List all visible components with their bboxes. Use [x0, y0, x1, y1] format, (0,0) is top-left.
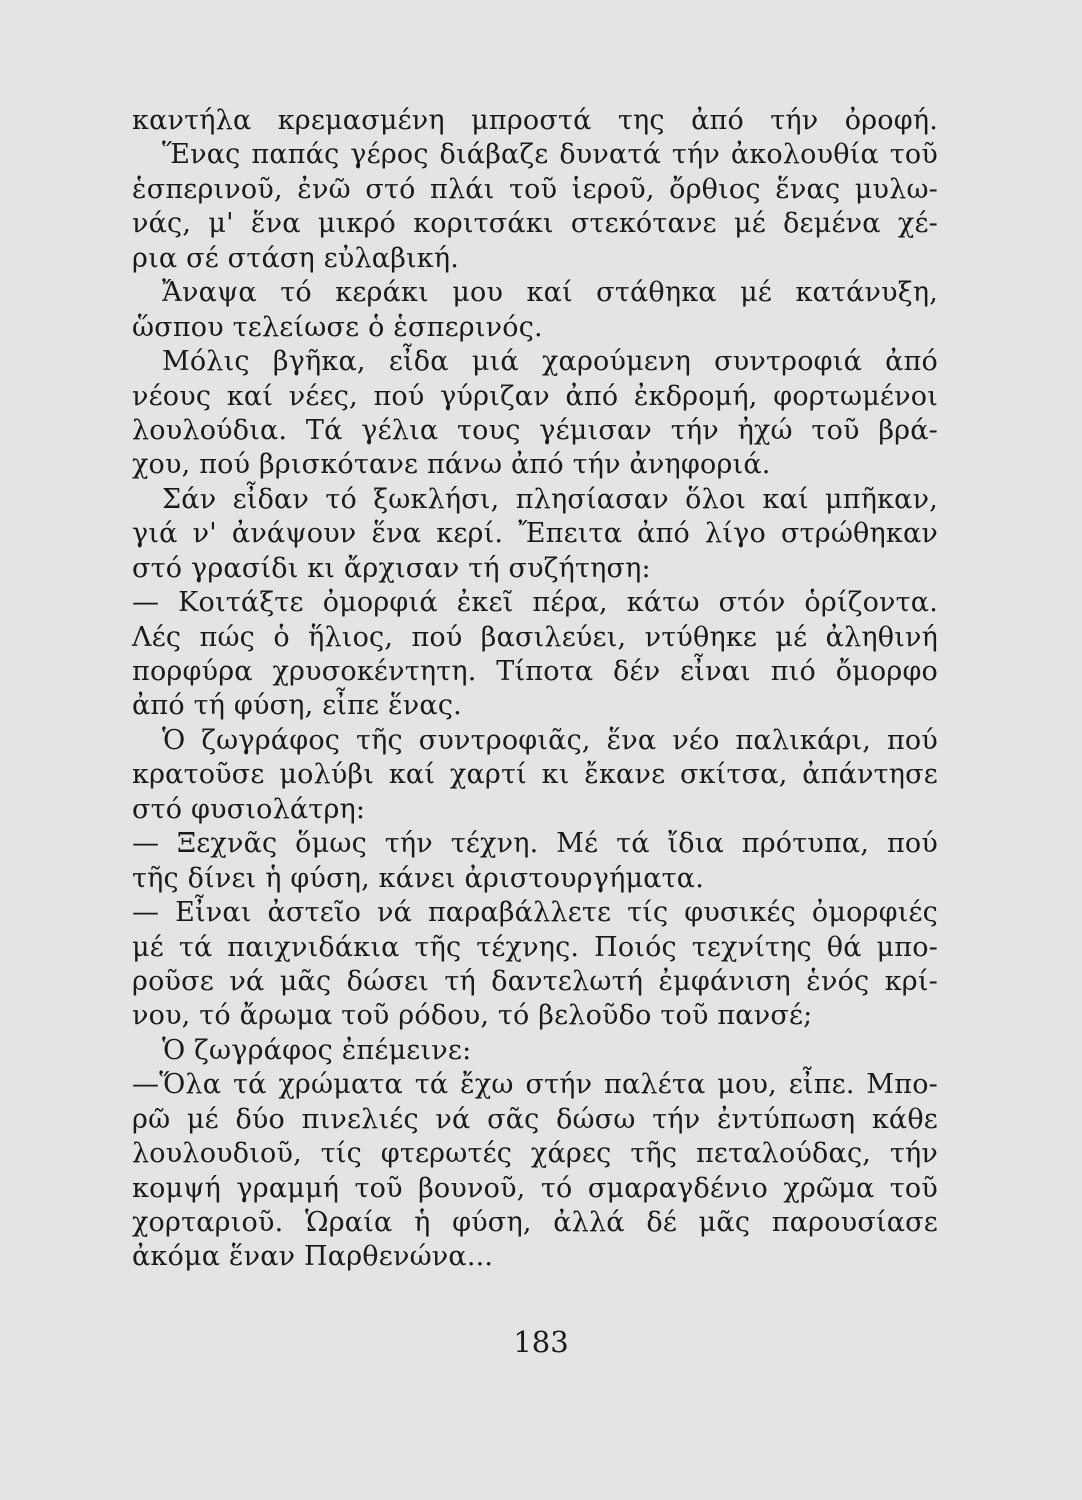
text-line: χορταριοῦ. Ὡραία ἡ φύση, ἀλλά δέ μᾶς παρουσίασε: [132, 1207, 938, 1238]
text-line: κρατοῦσε μολύβι καί χαρτί κι ἔκανε σκίτσα, ἀπάντησε: [132, 759, 938, 791]
text-line: γιά ν' ἀνάψουν ἕνα κερί. Ἔπειτα ἀπό λίγο στρώθηκαν: [132, 518, 938, 550]
text-line: ὥσπου τελείωσε ὁ ἑσπερινός.: [132, 311, 543, 343]
body-text: [132, 104, 938, 1275]
text-line: μέ τά παιχνιδάκια τῆς τέχνης. Ποιός τεχνίτης θά μπο-: [132, 931, 938, 963]
text-line: λουλούδια. Τά γέλια τους γέμισαν τήν ἠχώ τοῦ βρά-: [132, 414, 938, 446]
text-line: χου, πού βρισκότανε πάνω ἀπό τήν ἀνηφοριά.: [132, 449, 771, 481]
text-line: στό φυσιολάτρη:: [132, 793, 366, 825]
text-line: Μόλις βγῆκα, εἶδα μιά χαρούμενη συντροφιά ἀπό: [162, 346, 938, 378]
text-line: ρῶ μέ δύο πινελιές νά σᾶς δώσω τήν ἐντύπωση κάθε: [132, 1103, 938, 1135]
text-line: — Εἶναι ἀστεῖο νά παραβάλλετε τίς φυσικές ὀμορφιές: [132, 897, 938, 929]
text-line: Λές πώς ὁ ἥλιος, πού βασιλεύει, ντύθηκε μέ ἀληθινή: [132, 621, 938, 653]
text-line: κομψή γραμμή τοῦ βουνοῦ, τό σμαραγδένιο χρῶμα τοῦ: [132, 1172, 938, 1204]
text-line: λουλουδιοῦ, τίς φτερωτές χάρες τῆς πεταλούδας, τήν: [132, 1138, 938, 1170]
text-line: νέους καί νέες, πού γύριζαν ἀπό ἐκδρομή, φορτωμένοι: [132, 380, 938, 412]
text-line: ἀκόμα ἕναν Παρθενώνα...: [132, 1241, 494, 1273]
text-line: Ἄναψα τό κεράκι μου καί στάθηκα μέ κατάνυξη,: [162, 277, 938, 309]
text-line: Ὁ ζωγράφος τῆς συντροφιᾶς, ἕνα νέο παλικάρι, πού: [162, 724, 938, 756]
text-line: —Ὅλα τά χρώματα τά ἔχω στήν παλέτα μου, εἶπε. Μπο-: [132, 1069, 938, 1101]
text-line: στό γρασίδι κι ἄρχισαν τή συζήτηση:: [132, 552, 651, 584]
text-line: Ἕνας παπάς γέρος διάβαζε δυνατά τήν ἀκολουθία τοῦ: [162, 139, 938, 171]
text-line: ἀπό τή φύση, εἶπε ἕνας.: [132, 690, 462, 722]
text-line: τῆς δίνει ἡ φύση, κάνει ἀριστουργήματα.: [132, 862, 705, 894]
page-number: 183: [513, 1325, 569, 1359]
text-line: ἑσπερινοῦ, ἐνῶ στό πλάι τοῦ ἱεροῦ, ὄρθιος ἕνας μυλω-: [132, 173, 938, 205]
text-line: πορφύρα χρυσοκέντητη. Τίποτα δέν εἶναι πιό ὄμορφο: [132, 656, 938, 687]
text-line: Ὁ ζωγράφος ἐπέμεινε:: [162, 1034, 472, 1066]
text-line: Σάν εἶδαν τό ξωκλήσι, πλησίασαν ὅλοι καί μπῆκαν,: [162, 483, 938, 515]
text-line: — Ξεχνᾶς ὅμως τήν τέχνη. Μέ τά ἴδια πρότυπα, πού: [132, 828, 938, 860]
text-line: ροῦσε νά μᾶς δώσει τή δαντελωτή ἐμφάνιση ἑνός κρί-: [132, 965, 938, 997]
text-line: — Κοιτάξτε ὀμορφιά ἐκεῖ πέρα, κάτω στόν ὁρίζοντα.: [132, 587, 938, 619]
text-line: νάς, μ' ἕνα μικρό κοριτσάκι στεκότανε μέ δεμένα χέ-: [132, 208, 938, 240]
text-line: καντήλα κρεμασμένη μπροστά της ἀπό τήν ὀροφή.: [132, 105, 938, 136]
text-line: νου, τό ἄρωμα τοῦ ρόδου, τό βελοῦδο τοῦ πανσέ;: [132, 1000, 813, 1032]
text-line: ρια σέ στάση εὐλαβική.: [132, 242, 460, 274]
